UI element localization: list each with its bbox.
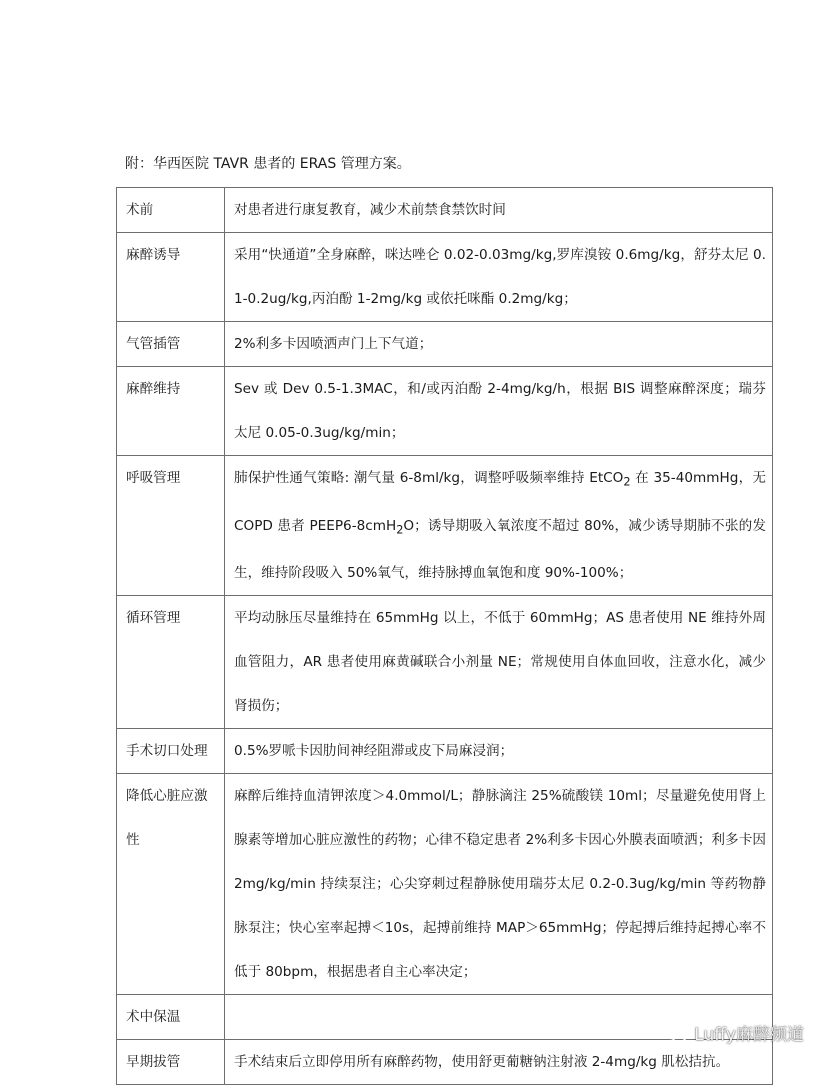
row-content: 0.5%罗哌卡因肋间神经阻滞或皮下局麻浸润； xyxy=(225,729,773,774)
table-row xyxy=(117,1040,773,1085)
table-row xyxy=(117,367,773,456)
row-content: 2%利多卡因喷洒声门上下气道； xyxy=(225,322,773,367)
content-text: 在 35-40mmHg，无 COPD 患者 PEEP6-8cmH xyxy=(234,470,766,534)
watermark xyxy=(662,1020,804,1045)
row-category: 术前 xyxy=(117,188,225,233)
row-category: 降低心脏应激性 xyxy=(117,774,225,995)
row-category: 术中保温 xyxy=(117,995,225,1040)
row-category: 麻醉诱导 xyxy=(117,233,225,322)
table-caption: 附：华西医院 TAVR 患者的 ERAS 管理方案。 xyxy=(125,156,411,172)
subscript: 2 xyxy=(396,522,404,537)
content-text: O；诱导期吸入氧浓度不超过 80%，减少诱导期肺不张的发生，维持阶段吸入 50%氧气，维持脉搏血氧饱和度 90%-100%； xyxy=(234,517,766,582)
table-row xyxy=(117,233,773,322)
row-content xyxy=(225,456,773,596)
table-row xyxy=(117,774,773,995)
row-content: 对患者进行康复教育，减少术前禁食禁饮时间 xyxy=(225,188,773,233)
table-row xyxy=(117,729,773,774)
content-text: 肺保护性通气策略: 潮气量 6-8ml/kg，调整呼吸频率维持 EtCO xyxy=(234,470,624,486)
table-row xyxy=(117,456,773,596)
row-category: 气管插管 xyxy=(117,322,225,367)
eras-plan-table xyxy=(116,187,773,1085)
row-category: 手术切口处理 xyxy=(117,729,225,774)
wechat-icon xyxy=(662,1022,688,1044)
row-category: 早期拔管 xyxy=(117,1040,225,1085)
row-content: 采用“快通道”全身麻醉，咪达唑仑 0.02-0.03mg/kg,罗库溴铵 0.6mg/kg，舒芬太尼 0.1-0.2ug/kg,丙泊酚 1-2mg/kg 或依托咪酯 0.2mg/kg； xyxy=(225,233,773,322)
row-content: 手术结束后立即停用所有麻醉药物，使用舒更葡糖钠注射液 2-4mg/kg 肌松拮抗。 xyxy=(225,1040,773,1085)
table-row xyxy=(117,596,773,729)
row-category: 麻醉维持 xyxy=(117,367,225,456)
row-content: 麻醉后维持血清钾浓度＞4.0mmol/L；静脉滴注 25%硫酸镁 10ml；尽量避免使用肾上腺素等增加心脏应激性的药物；心律不稳定患者 2%利多卡因心外膜表面喷洒；利多卡因 2mg/kg/min 持续泵注；心尖穿刺过程静脉使用瑞芬太尼 0.2-0.3ug/kg/min 等药物静脉泵注；快心室率起搏＜10s，起搏前维持 MAP＞65mmHg；停起搏后维持起搏心率不低于 80bpm，根据患者自主心率决定； xyxy=(225,774,773,995)
row-content: Sev 或 Dev 0.5-1.3MAC，和/或丙泊酚 2-4mg/kg/h，根据 BIS 调整麻醉深度；瑞芬太尼 0.05-0.3ug/kg/min； xyxy=(225,367,773,456)
row-category: 呼吸管理 xyxy=(117,456,225,596)
row-content: 平均动脉压尽量维持在 65mmHg 以上，不低于 60mmHg；AS 患者使用 NE 维持外周血管阻力，AR 患者使用麻黄碱联合小剂量 NE；常规使用自体血回收，注意水化，减少肾损伤； xyxy=(225,596,773,729)
table-row xyxy=(117,188,773,233)
subscript: 2 xyxy=(623,474,631,489)
watermark-text: Luffy麻醉频道 xyxy=(694,1025,804,1045)
table-row xyxy=(117,322,773,367)
row-category: 循环管理 xyxy=(117,596,225,729)
